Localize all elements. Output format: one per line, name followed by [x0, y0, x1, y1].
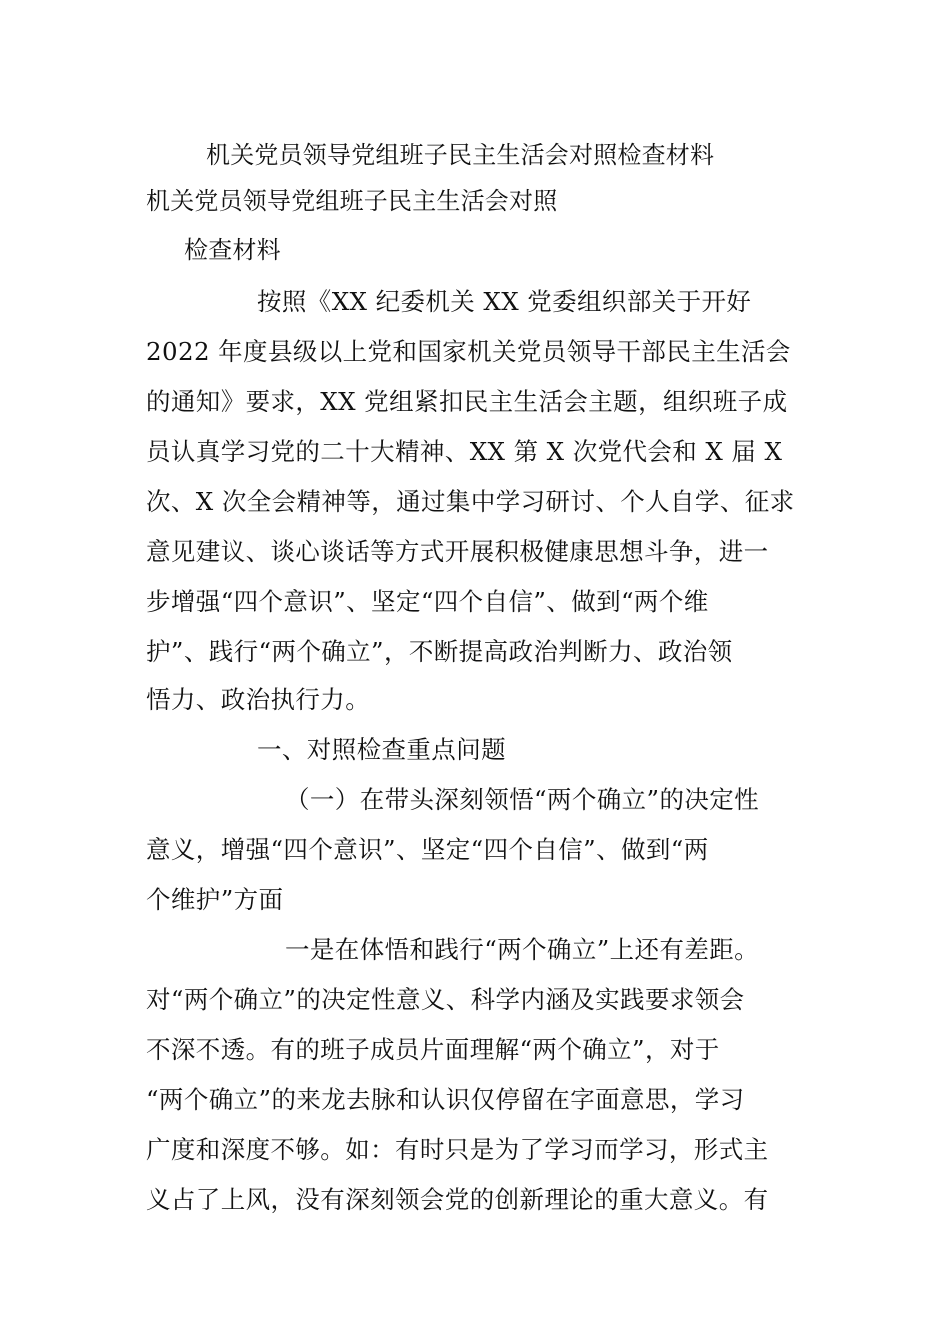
paragraph-line: 次、X 次全会精神等，通过集中学习研讨、个人自学、征求 [146, 487, 795, 516]
section-heading: 一、对照检查重点问题 [257, 735, 506, 764]
document-subtitle-line-2: 检查材料 [184, 236, 281, 264]
paragraph-line: 的通知》要求，XX 党组紧扣民主生活会主题，组织班子成 [146, 387, 788, 416]
paragraph-line: “两个确立”的来龙去脉和认识仅停留在字面意思，学习 [146, 1085, 745, 1114]
paragraph-line: 广度和深度不够。如：有时只是为了学习而学习，形式主 [146, 1135, 769, 1164]
paragraph-line: 步增强“四个意识”、坚定“四个自信”、做到“两个维 [146, 587, 709, 616]
subsection-heading-line: （一）在带头深刻领悟“两个确立”的决定性 [285, 785, 760, 814]
paragraph-line: 按照《XX 纪委机关 XX 党委组织部关于开好 [257, 287, 752, 316]
document-title: 机关党员领导党组班子民主生活会对照检查材料 [206, 141, 715, 169]
subsection-heading-line: 意义，增强“四个意识”、坚定“四个自信”、做到“两 [146, 835, 709, 864]
paragraph-line: 2022 年度县级以上党和国家机关党员领导干部民主生活会 [146, 337, 791, 366]
paragraph-line: 一是在体悟和践行“两个确立”上还有差距。 [285, 935, 760, 964]
paragraph-line: 对“两个确立”的决定性意义、科学内涵及实践要求领会 [146, 985, 745, 1014]
paragraph-line: 不深不透。有的班子成员片面理解“两个确立”，对于 [146, 1035, 720, 1064]
paragraph-line: 义占了上风，没有深刻领会党的创新理论的重大意义。有 [146, 1185, 769, 1214]
document-subtitle-line-1: 机关党员领导党组班子民主生活会对照 [146, 187, 558, 215]
subsection-heading-line: 个维护”方面 [146, 885, 284, 914]
paragraph-line: 护”、践行“两个确立”，不断提高政治判断力、政治领 [146, 637, 733, 666]
paragraph-line: 员认真学习党的二十大精神、XX 第 X 次党代会和 X 届 X [146, 437, 783, 466]
paragraph-line: 意见建议、谈心谈话等方式开展积极健康思想斗争，进一 [146, 537, 769, 566]
paragraph-line: 悟力、政治执行力。 [146, 685, 371, 714]
